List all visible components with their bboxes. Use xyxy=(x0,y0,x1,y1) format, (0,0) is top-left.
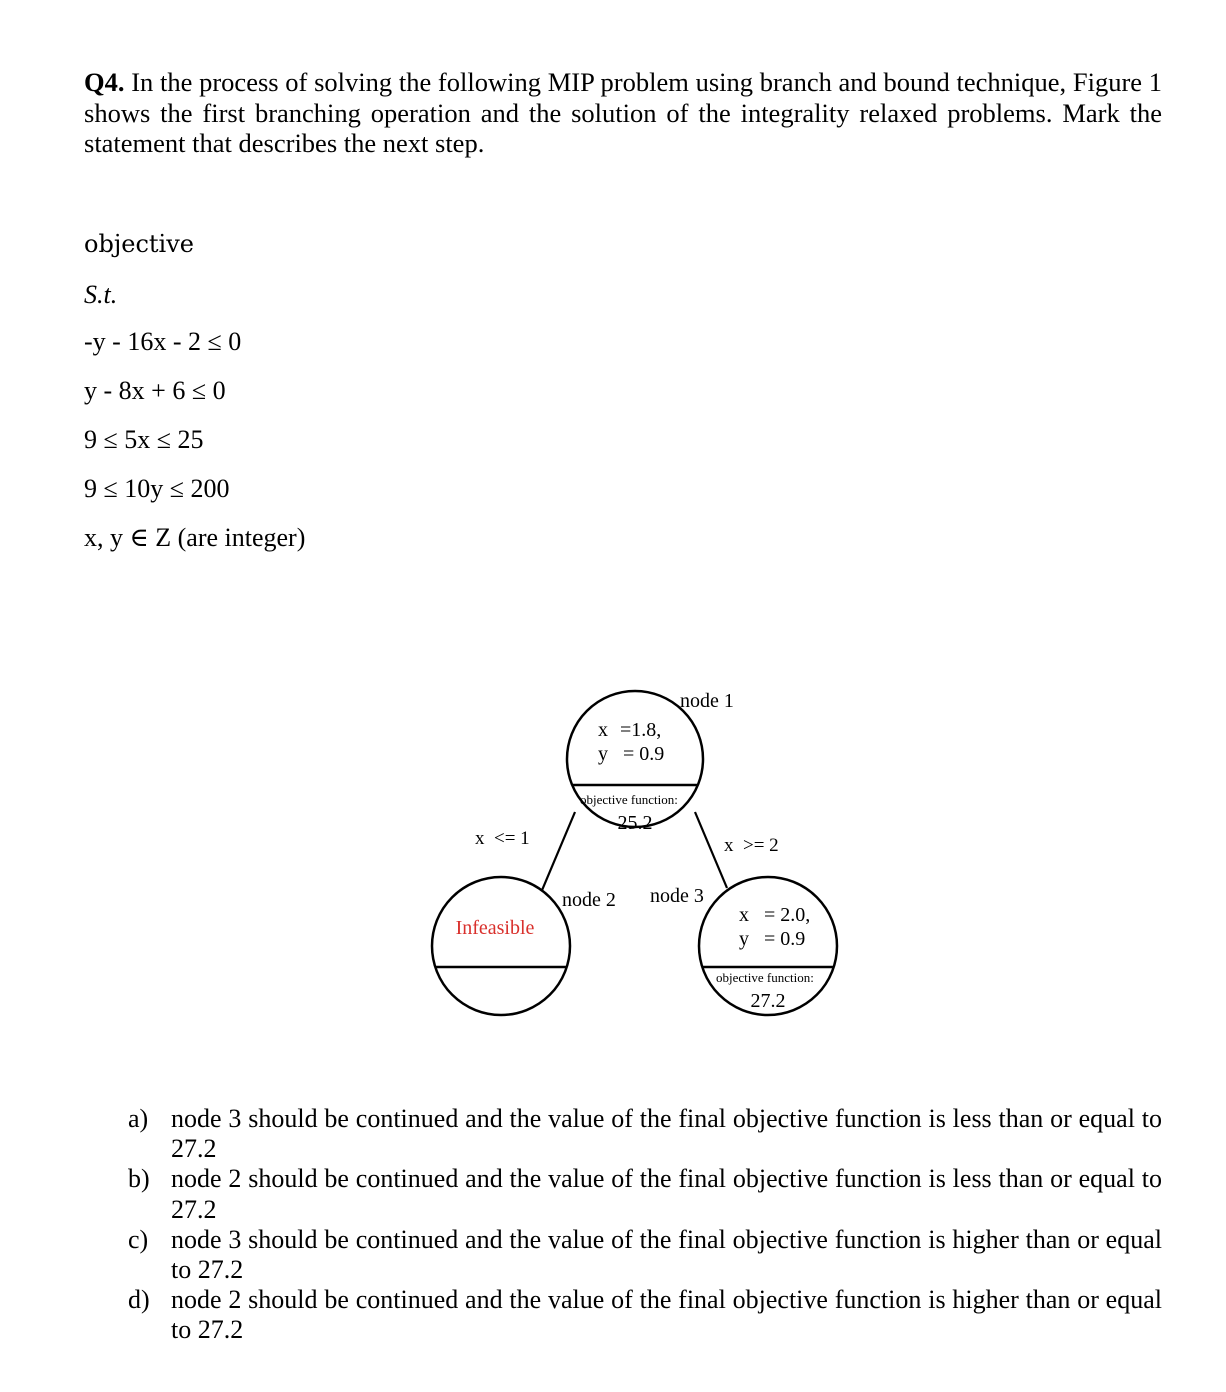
node-1-x-label: x xyxy=(598,719,608,741)
branch-edge-right xyxy=(695,812,727,888)
integer-constraint: x, y ∈ Z (are integer) xyxy=(84,523,306,552)
option-a-text: node 3 should be continued and the value of the final objective function is less than or equal to 27.2 xyxy=(171,1104,1162,1164)
answer-options xyxy=(128,1104,1162,1346)
node-3-label: node 3 xyxy=(650,885,704,907)
constraint-3: 9 ≤ 5x ≤ 25 xyxy=(84,425,204,454)
constraint-2: y - 8x + 6 ≤ 0 xyxy=(84,376,226,405)
node-2-circle xyxy=(432,877,570,1015)
subject-to-label: S.t. xyxy=(84,280,118,309)
option-c-text: node 3 should be continued and the value of the final objective function is higher than or equal to 27.2 xyxy=(171,1224,1162,1285)
node-3-y-value: = 0.9 xyxy=(764,928,806,950)
option-b-text: node 2 should be continued and the value of the final objective function is less than or equal to 27.2 xyxy=(171,1164,1162,1224)
node-1-objective-value: 25.2 xyxy=(617,812,653,834)
objective-label: objective xyxy=(84,230,194,258)
question-number: Q4. xyxy=(84,67,125,97)
question-body: In the process of solving the following MIP problem using branch and bound technique, Figure 1 shows the first branching operation and the solution of the integrality relaxed problems. Mark the statement that describes the next step. xyxy=(84,67,1162,158)
option-b[interactable] xyxy=(128,1164,1162,1224)
option-d-text: node 2 should be continued and the value of the final objective function is higher than or equal to 27.2 xyxy=(171,1285,1162,1345)
node-1-label: node 1 xyxy=(680,690,734,712)
node-1 xyxy=(560,691,710,834)
node-2-label: node 2 xyxy=(562,889,616,911)
option-d-letter: d) xyxy=(128,1285,150,1315)
node-3-objective-value: 27.2 xyxy=(750,990,786,1012)
node-1-y-value: = 0.9 xyxy=(623,743,665,765)
node-3-x-label: x xyxy=(739,904,749,926)
constraint-1: -y - 16x - 2 ≤ 0 xyxy=(84,327,242,356)
branch-edge-left xyxy=(540,812,575,895)
node-2-status: Infeasible xyxy=(455,917,535,939)
branch-right-label: x >= 2 xyxy=(724,835,779,856)
option-c[interactable] xyxy=(128,1225,1162,1285)
node-1-objective-label: objective function: xyxy=(580,792,678,807)
node-1-y-label: y xyxy=(598,743,608,765)
node-1-x-value: =1.8, xyxy=(620,719,662,741)
option-a[interactable] xyxy=(128,1104,1162,1164)
node-3 xyxy=(690,877,845,1015)
option-a-letter: a) xyxy=(128,1104,149,1133)
branch-left-label: x <= 1 xyxy=(475,828,530,849)
node-2 xyxy=(425,877,577,1015)
node-3-x-value: = 2.0, xyxy=(764,904,811,926)
option-c-letter: c) xyxy=(128,1224,149,1254)
option-d[interactable] xyxy=(128,1285,1162,1345)
node-3-objective-label: objective function: xyxy=(716,970,814,985)
constraint-4: 9 ≤ 10y ≤ 200 xyxy=(84,474,230,503)
option-b-letter: b) xyxy=(128,1164,150,1194)
node-3-y-label: y xyxy=(739,928,749,950)
